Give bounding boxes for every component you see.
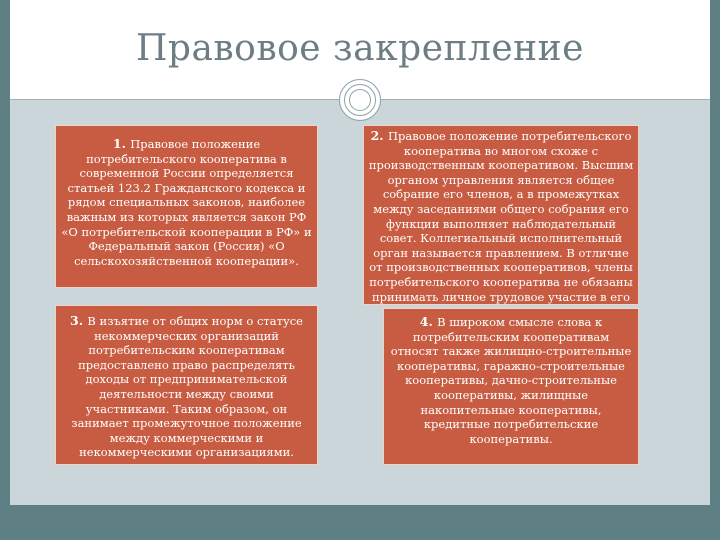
slide-title: Правовое закрепление (136, 28, 584, 69)
text-box-2 (363, 125, 639, 305)
text-box-3 (55, 305, 318, 465)
ornament-inner-ring (349, 89, 371, 111)
box-number: 3. (70, 313, 88, 328)
slide (10, 0, 710, 505)
text-box-1 (55, 125, 318, 288)
box-number: 4. (419, 314, 438, 329)
box-text: Правовое положение потребительского кооператива в современной России определяется статьей 123.2 Гражданского кодекса и рядом специальных законов, наиболее важным из которых является закон РФ «О потребительской кооперации в РФ» и Федеральный закон (Россия) «О сельскохозяйственной кооперации». (61, 137, 312, 268)
box-text: В широком смысле слова к потребительским кооперативам относят также жилищно-строительные кооперативы, гаражно-строительные кооперативы, дачно-строительные кооперативы, жилищные накопительные кооперативы, кредитные потребительские кооперативы. (390, 315, 632, 446)
box-text: Правовое положение потребительского кооператива во многом схоже с производственным кооперативом. Высшим органом управления является общее собрание его членов, а в промежутках между заседаниями общего собрания его функции выполняет наблюдательный совет. Коллегиальный исполнительный орган называется правлением. В отличие от производственных кооперативов, члены потребительского кооператива не обязаны принимать личное трудовое участие в его (368, 129, 634, 304)
concentric-circles-icon (339, 79, 381, 121)
text-box-4 (383, 308, 639, 465)
box-number: 2. (370, 128, 388, 143)
footer-bar (0, 505, 720, 540)
box-number: 1. (112, 136, 131, 151)
box-text: В изъятие от общих норм о статусе некоммерческих организаций потребительским кооперативам предоставлено право распределять доходы от предпринимательской деятельности между своими участниками. Таким образом, он занимает промежуточное положение между коммерческими и некоммерческими организациями. (71, 314, 303, 460)
